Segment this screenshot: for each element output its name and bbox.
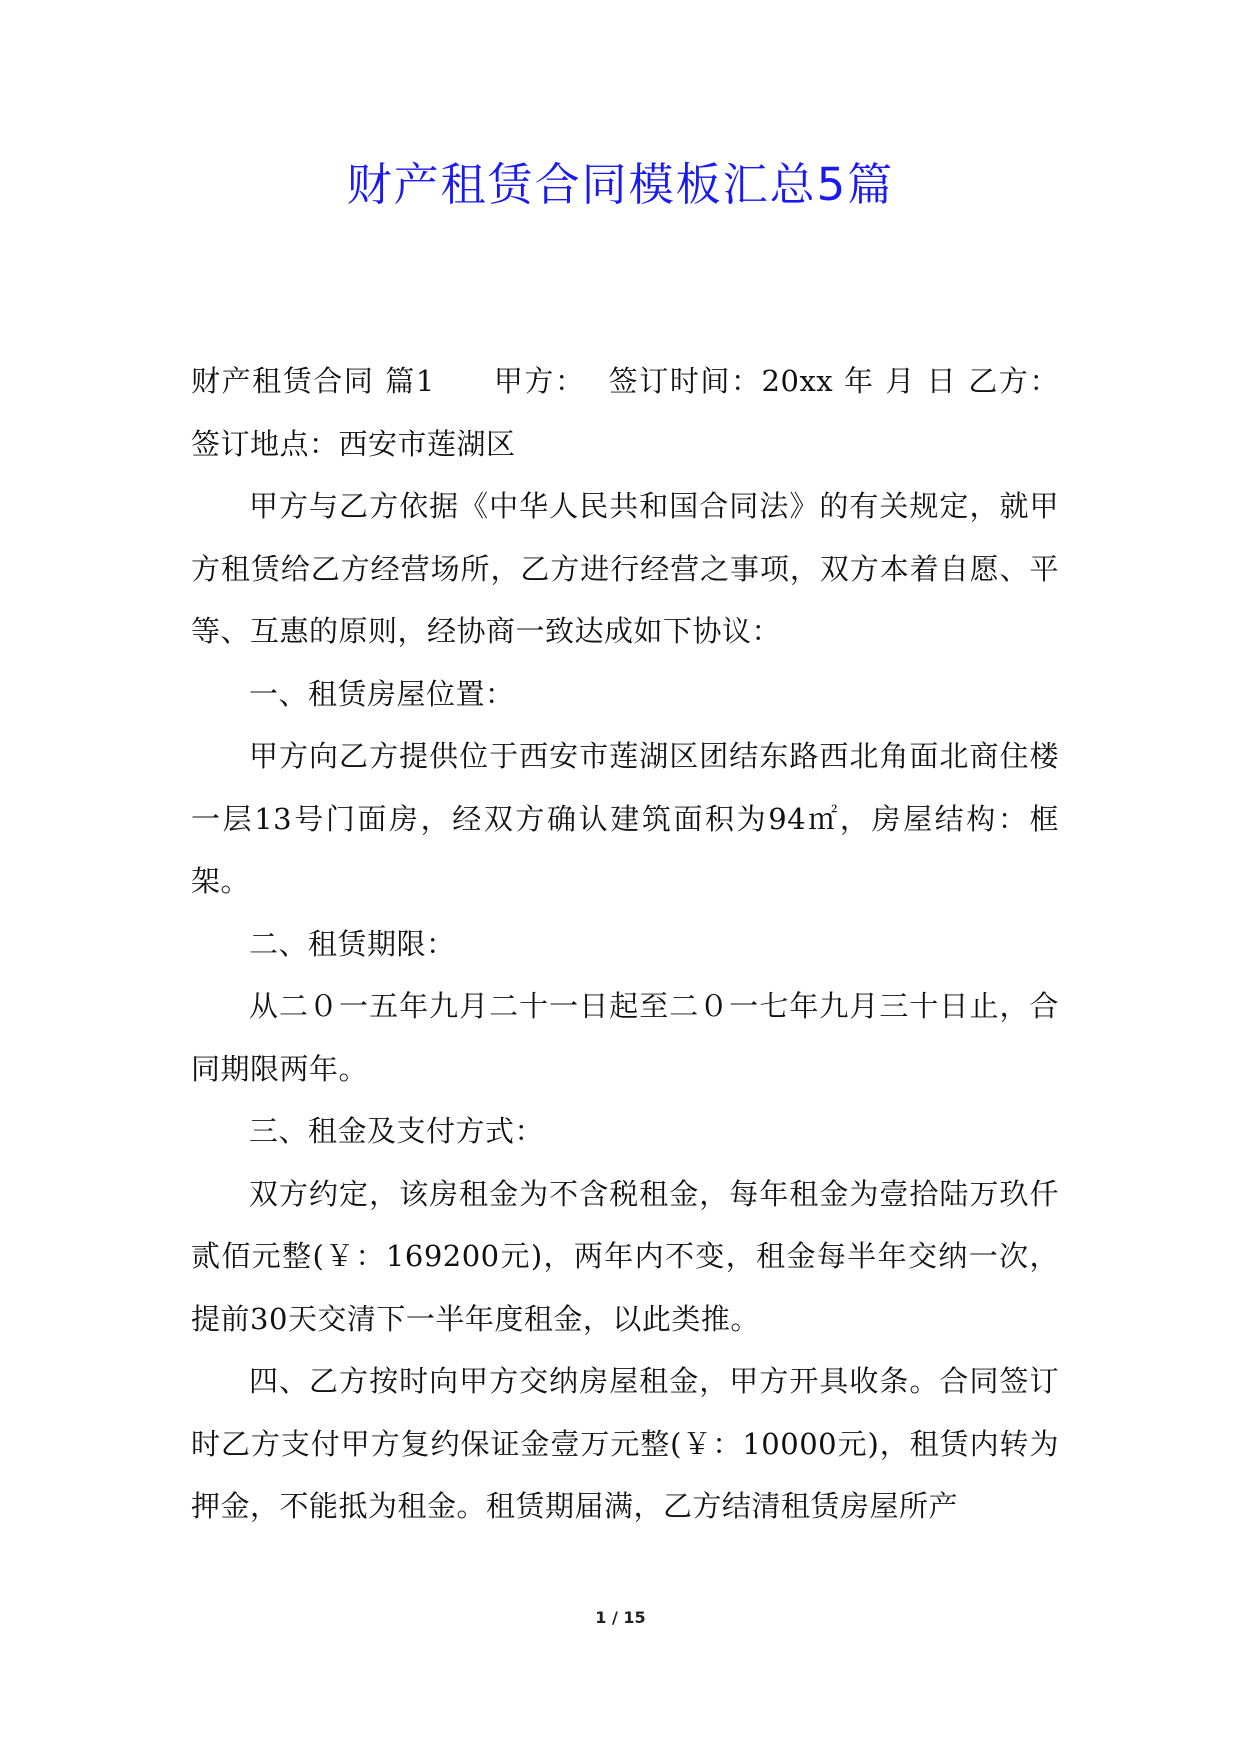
paragraph-rent: 双方约定，该房租金为不含税租金，每年租金为壹拾陆万玖仟贰佰元整(￥：169200元)，两年内不变，租金每半年交纳一次，提前30天交清下一半年度租金，以此类推。	[191, 1176, 1059, 1336]
party-b-label: 乙方：	[967, 364, 1059, 398]
page-number: 1 / 15	[595, 1608, 646, 1627]
section-label: 财产租赁合同 篇1	[191, 364, 435, 398]
sign-place-label: 签订地点：西安市莲湖区	[191, 426, 516, 461]
contract-header-line	[191, 350, 1059, 475]
paragraph-location: 甲方向乙方提供位于西安市莲湖区团结东路西北角面北商住楼一层13号门面房，经双方确认建筑面积为94㎡，房屋结构：框架。	[191, 739, 1059, 898]
paragraph-deposit: 四、乙方按时向甲方交纳房屋租金，甲方开具收条。合同签订时乙方支付甲方复约保证金壹万元整(￥：10000元)，租赁内转为押金，不能抵为租金。租赁期届满，乙方结清租赁房屋所产	[191, 1364, 1059, 1523]
paragraph-intro: 甲方与乙方依据《中华人民共和国合同法》的有关规定，就甲方租赁给乙方经营场所，乙方进行经营之事项，双方本着自愿、平等、互惠的原则，经协商一致达成如下协议：	[191, 489, 1059, 648]
section-heading-rent: 三、租金及支付方式：	[249, 1114, 545, 1148]
document-body	[191, 350, 1059, 1538]
party-a-label: 甲方：	[492, 364, 586, 398]
sign-time-label: 签订时间：20xx 年 月 日	[607, 364, 958, 398]
paragraph-term: 从二０一五年九月二十一日起至二０一七年九月三十日止，合同期限两年。	[191, 989, 1059, 1086]
section-heading-term: 二、租赁期限：	[249, 926, 456, 961]
document-title: 财产租赁合同模板汇总5篇	[346, 158, 895, 211]
section-heading-location: 一、租赁房屋位置：	[249, 676, 515, 711]
